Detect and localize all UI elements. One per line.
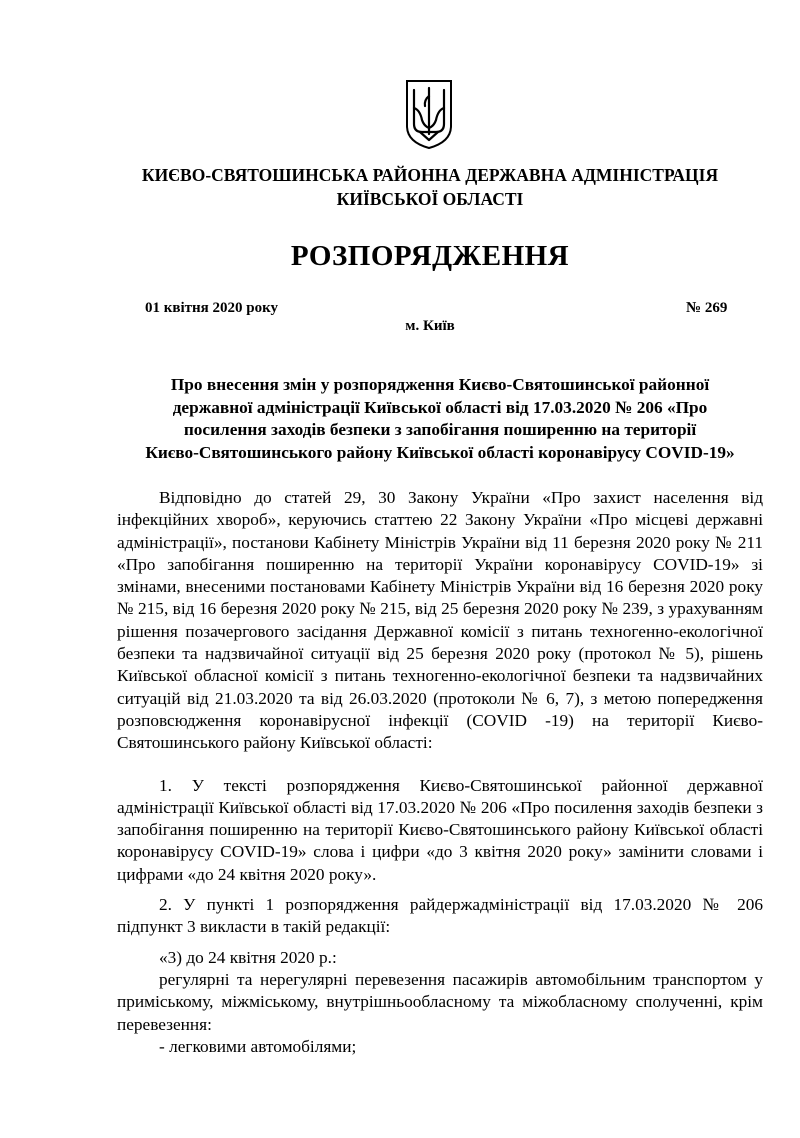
subject-line-1: Про внесення змін у розпорядження Києво-Святошинської районної [170, 375, 710, 394]
document-date: 01 квітня 2020 року [145, 300, 279, 316]
subitem-3-text: регулярні та нерегулярні перевезення пасажирів автомобільним транспортом у приміському, міжміському, внутрішньообласному та міжобласному сполученні, крім перевезення: [117, 969, 763, 1034]
trident-emblem-icon [404, 78, 454, 150]
subject-line-3: посилення заходів безпеки з запобігання поширенню на території [183, 420, 697, 439]
item-1-paragraph: 1. У тексті розпорядження Києво-Святошинської районної державної адміністрації Київської області від 17.03.2020 № 206 «Про посилення заходів безпеки з запобігання поширенню на території Києво-Святошинського району Київської області коронавірусу COVID-19» слова і цифри «до 3 квітня 2020 року» замінити словами і цифрами «до 24 квітня 2020 року». [117, 775, 763, 884]
list-item-dash: - легковими автомобілями; [159, 1036, 357, 1056]
subitem-3-heading: «3) до 24 квітня 2020 р.: [159, 947, 337, 967]
subject-line-2: державної адміністрації Київської області від 17.03.2020 № 206 «Про [172, 397, 708, 417]
document-title: РОЗПОРЯДЖЕННЯ [290, 240, 570, 272]
organization-line-2: КИЇВСЬКОЇ ОБЛАСТІ [336, 189, 524, 209]
subject-line-4: Києво-Святошинського району Київської області коронавірусу COVID-19» [145, 442, 735, 462]
organization-name [80, 163, 780, 211]
document-body [117, 487, 763, 1058]
document-number: № 269 [686, 300, 728, 316]
item-2-paragraph: 2. У пункті 1 розпорядження райдержадміністрації від 17.03.2020 № 206 підпункт 3 викласти в такій редакції: [117, 895, 763, 937]
preamble-paragraph: Відповідно до статей 29, 30 Закону України «Про захист населення від інфекційних хвороб», керуючись статтею 22 Закону України «Про місцеві державні адміністрації», постанови Кабінету Міністрів України від 11 березня 2020 року № 211 «Про запобігання поширенню на території України коронавірусу COVID-19» зі змінами, внесеними постановами Кабінету Міністрів України від 16 березня 2020 року № 215, від 16 березня 2020 року № 215, від 25 березня 2020 року № 239, з урахуванням рішення позачергового засідання Державної комісії з питань техногенно-екологічної безпеки та надзвичайної ситуації від 25 березня 2020 року (протокол № 5), рішень Київської обласної комісії з питань техногенно-екологічної безпеки та надзвичайних ситуацій від 21.03.2020 та від 26.03.2020 (протоколи № 6, 7), з метою попередження розповсюдження коронавірусної інфекції (COVID -19) на території Києво-Святошинського району Київської області: [117, 488, 763, 753]
document-city: м. Київ [405, 318, 455, 334]
document-subject [100, 374, 780, 464]
organization-line-1: КИЄВО-СВЯТОШИНСЬКА РАЙОННА ДЕРЖАВНА АДМІНІСТРАЦІЯ [141, 165, 719, 185]
